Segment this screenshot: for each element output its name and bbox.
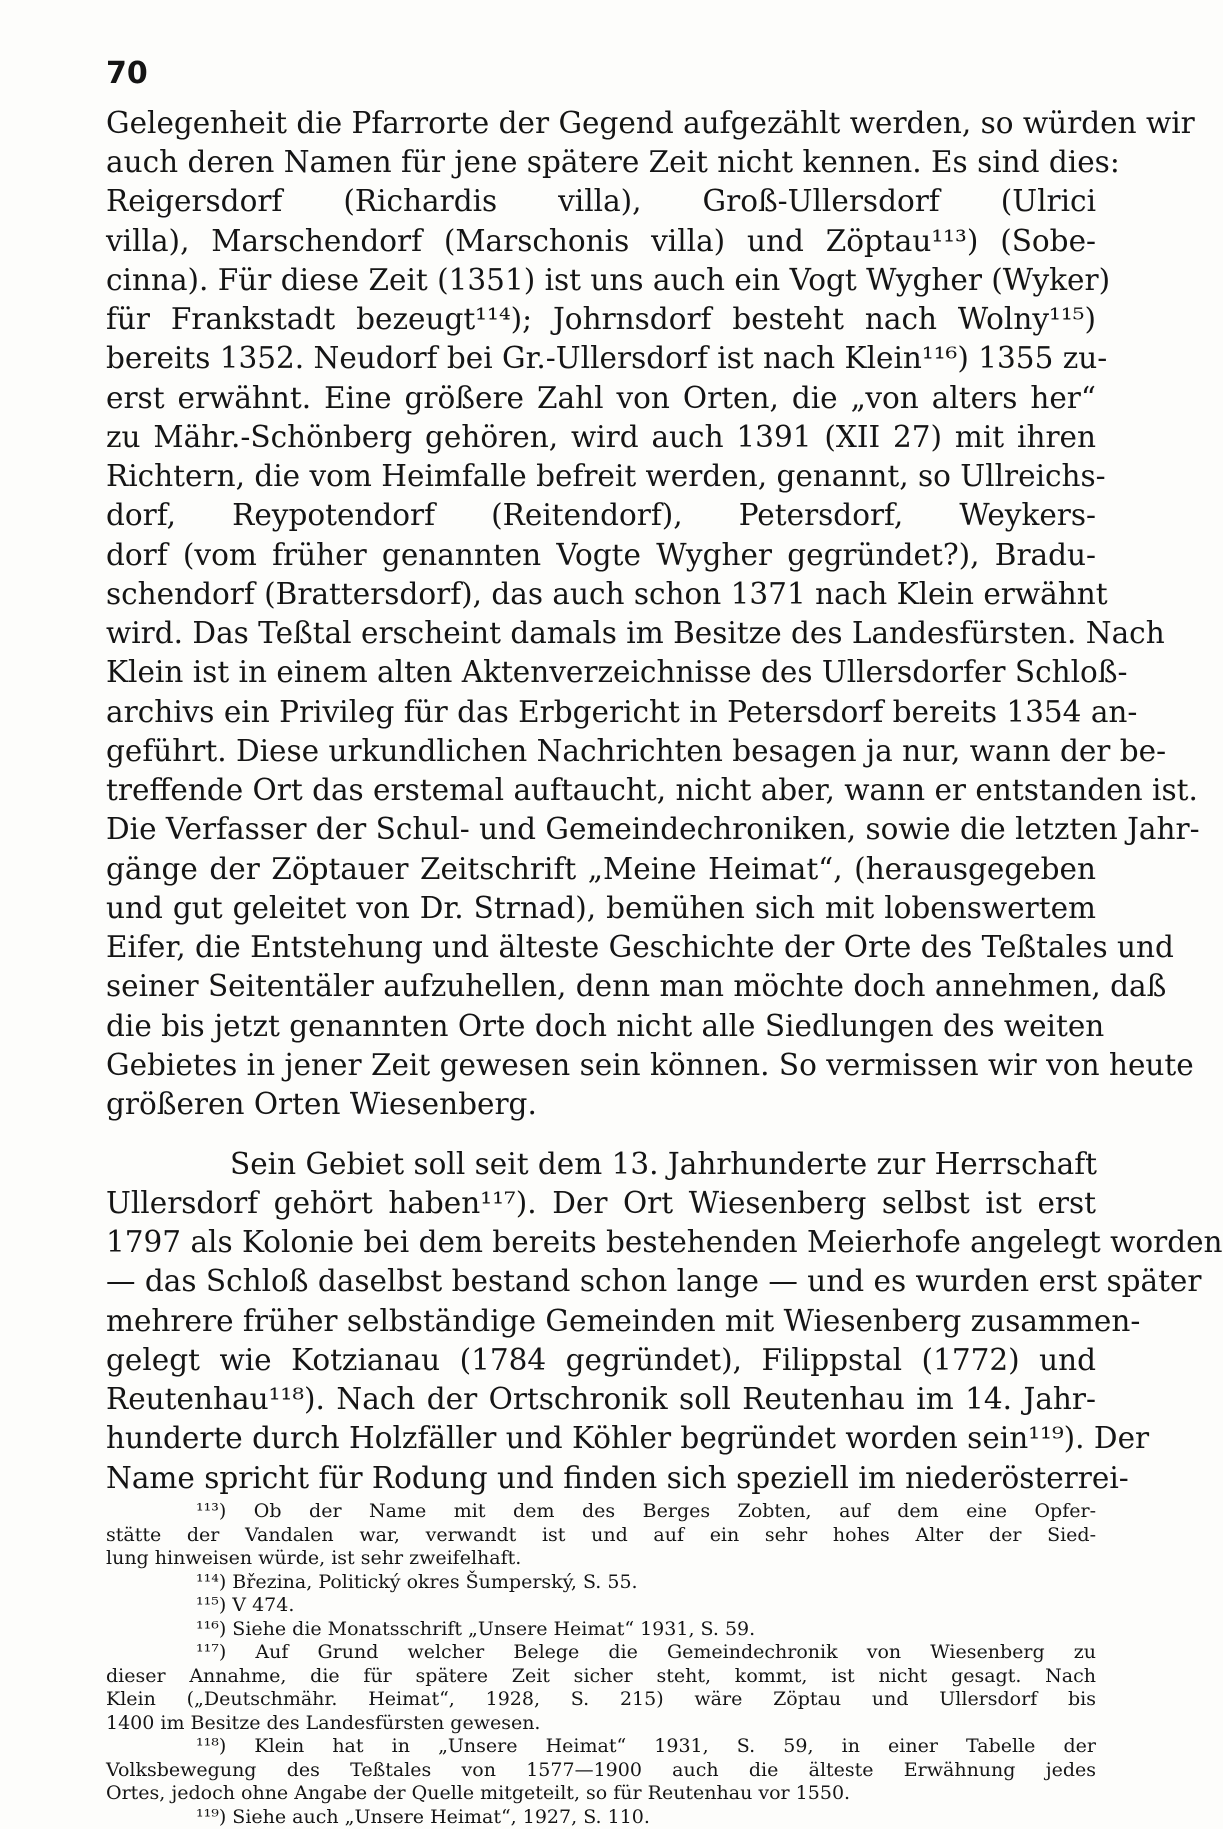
footnote-line: ¹¹³) Ob der Name mit dem des Berges Zobten, auf dem eine Opfer- (196, 1500, 1096, 1522)
footnote-line: stätte der Vandalen war, verwandt ist und auf ein sehr hohes Alter der Sied- (106, 1523, 1096, 1546)
footnote-line: Klein („Deutschmähr. Heimat“, 1928, S. 215) wäre Zöptau und Ullersdorf bis (106, 1688, 1096, 1710)
footnote-line: 1400 im Besitze des Landesfürsten gewesen. (106, 1711, 541, 1734)
text-line: seiner Seitentäler aufzuhellen, denn man möchte doch annehmen, daß (106, 969, 1167, 1003)
footnote-line: ¹¹⁵) V 474. (196, 1594, 295, 1616)
footnote-line: ¹¹⁴) Březina, Politický okres Šumperský, S. 55. (196, 1570, 638, 1593)
footnote-line: ¹¹⁹) Siehe auch „Unsere Heimat“, 1927, S. 110. (196, 1805, 650, 1828)
text-line: dorf (vom früher genannten Vogte Wygher gegründet?), Bradu- (106, 538, 1096, 572)
text-line: mehrere früher selbständige Gemeinden mit Wiesenberg zusammen- (106, 1304, 1141, 1338)
text-line: Reutenhau¹¹⁸). Nach der Ortschronik soll Reutenhau im 14. Jahr- (106, 1382, 1096, 1416)
text-line: Name spricht für Rodung und finden sich speziell im niederösterrei- (106, 1461, 1129, 1495)
footnote-line: Ortes, jedoch ohne Angabe der Quelle mitgeteilt, so für Reutenhau vor 1550. (106, 1782, 851, 1804)
footnote-line: ¹¹⁸) Klein hat in „Unsere Heimat“ 1931, S. 59, in einer Tabelle der (196, 1735, 1096, 1757)
text-line: archivs ein Privileg für das Erbgericht in Petersdorf bereits 1354 an- (106, 695, 1138, 729)
text-line: wird. Das Teßtal erscheint damals im Besitze des Landesfürsten. Nach (106, 616, 1165, 650)
text-line: cinna). Für diese Zeit (1351) ist uns auch ein Vogt Wygher (Wyker) (106, 263, 1111, 297)
text-line: die bis jetzt genannten Orte doch nicht alle Siedlungen des weiten (106, 1009, 1105, 1043)
text-line: gänge der Zöptauer Zeitschrift „Meine Heimat“, (herausgegeben (106, 852, 1096, 886)
text-line: bereits 1352. Neudorf bei Gr.-Ullersdorf ist nach Klein¹¹⁶) 1355 zu- (106, 341, 1108, 375)
text-line: zu Mähr.-Schönberg gehören, wird auch 1391 (XII 27) mit ihren (106, 420, 1096, 454)
page-number: 70 (106, 56, 148, 91)
text-line: größeren Orten Wiesenberg. (106, 1087, 537, 1121)
footnote-line: ¹¹⁷) Auf Grund welcher Belege die Gemeindechronik von Wiesenberg zu (196, 1641, 1096, 1663)
text-line: Gebietes in jener Zeit gewesen sein können. So vermissen wir von heute (106, 1048, 1194, 1082)
footnote-line: Volksbewegung des Teßtales von 1577—1900 auch die älteste Erwähnung jedes (106, 1758, 1096, 1781)
text-line: Sein Gebiet soll seit dem 13. Jahrhunderte zur Herrschaft (230, 1147, 1097, 1181)
text-line: 1797 als Kolonie bei dem bereits bestehenden Meierhofe angelegt worden (106, 1225, 1223, 1259)
text-line: treffende Ort das erstemal auftaucht, nicht aber, wann er entstanden ist. (106, 773, 1198, 807)
text-line: Richtern, die vom Heimfalle befreit werden, genannt, so Ullreichs- (106, 459, 1106, 493)
text-line: Klein ist in einem alten Aktenverzeichnisse des Ullersdorfer Schloß- (106, 655, 1128, 689)
text-line: Die Verfasser der Schul- und Gemeindechroniken, sowie die letzten Jahr- (106, 812, 1200, 846)
text-line: schendorf (Brattersdorf), das auch schon 1371 nach Klein erwähnt (106, 577, 1108, 611)
text-line: auch deren Namen für jene spätere Zeit nicht kennen. Es sind dies: (106, 145, 1120, 179)
footnote-line: lung hinweisen würde, ist sehr zweifelhaft. (106, 1547, 522, 1569)
footnote-line: ¹¹⁶) Siehe die Monatsschrift „Unsere Heimat“ 1931, S. 59. (196, 1617, 756, 1640)
text-line: erst erwähnt. Eine größere Zahl von Orten, die „von alters her“ (106, 381, 1096, 415)
text-line: und gut geleitet von Dr. Strnad), bemühen sich mit lobenswertem (106, 891, 1096, 925)
text-line: Eifer, die Entstehung und älteste Geschichte der Orte des Teßtales und (106, 930, 1174, 964)
text-line: gelegt wie Kotzianau (1784 gegründet), Filippstal (1772) und (106, 1343, 1096, 1377)
text-line: Gelegenheit die Pfarrorte der Gegend aufgezählt werden, so würden wir (106, 106, 1195, 140)
text-line: dorf, Reypotendorf (Reitendorf), Petersdorf, Weykers- (106, 498, 1096, 532)
text-line: — das Schloß daselbst bestand schon lange — und es wurden erst später (106, 1264, 1202, 1298)
footnote-line: dieser Annahme, die für spätere Zeit sicher steht, kommt, ist nicht gesagt. Nach (106, 1664, 1096, 1687)
text-line: für Frankstadt bezeugt¹¹⁴); Johrnsdorf besteht nach Wolny¹¹⁵) (106, 302, 1096, 336)
text-line: hunderte durch Holzfäller und Köhler begründet worden sein¹¹⁹). Der (106, 1421, 1150, 1455)
text-line: Reigersdorf (Richardis villa), Groß-Ullersdorf (Ulrici (106, 184, 1096, 218)
text-line: villa), Marschendorf (Marschonis villa) und Zöptau¹¹³) (Sobe- (106, 224, 1096, 258)
text-line: Ullersdorf gehört haben¹¹⁷). Der Ort Wiesenberg selbst ist erst (106, 1186, 1096, 1220)
text-line: geführt. Diese urkundlichen Nachrichten besagen ja nur, wann der be- (106, 734, 1167, 768)
